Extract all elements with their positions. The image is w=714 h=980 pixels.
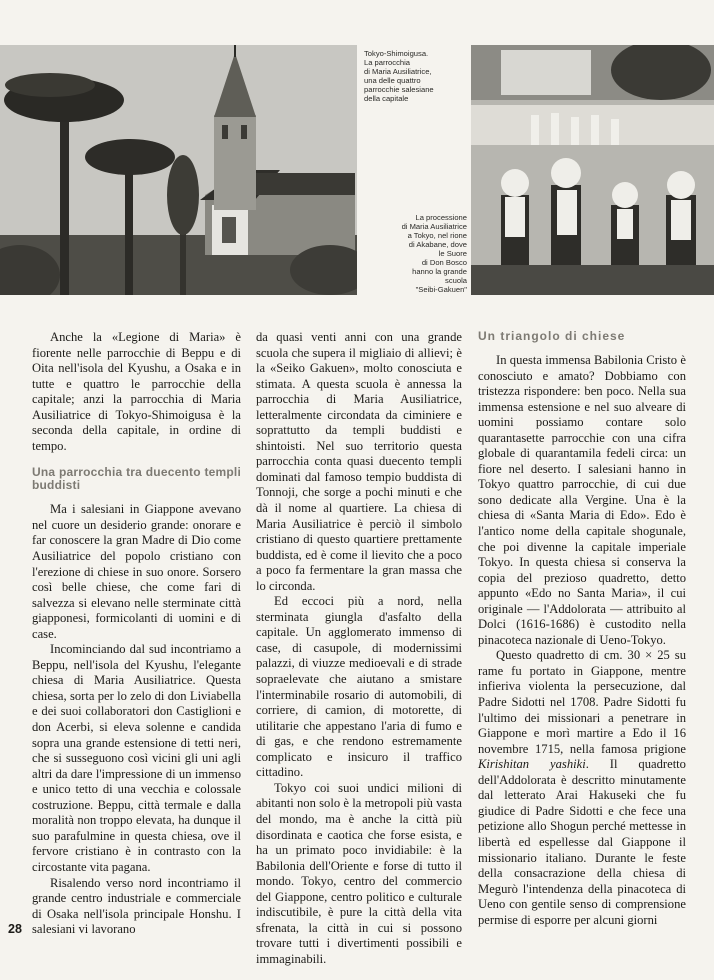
text-column-3	[478, 330, 686, 928]
section-heading: Una parrocchia tra duecento templi buddisti	[32, 465, 241, 493]
paragraph	[478, 648, 686, 928]
text-column-1	[32, 330, 241, 938]
procession-illustration	[471, 45, 714, 295]
page-number: 28	[8, 922, 22, 936]
text-column-2	[256, 330, 462, 967]
photo-caption-bottom: La processione di Maria Ausiliatrice a Tokyo, nel rione di Akabane, dove le Suore di Don Bosco hanno la grande scuola "Seibi-Gakuen"	[401, 213, 467, 294]
paragraph: Ma i salesiani in Giappone avevano nel cuore un desiderio grande: onorare e far conoscere la gran Madre di Dio come Ausiliatrice del popolo cristiano con l'erezione di chiese in suo onore. Sorsero così belle chiese, che come fari di salvezza si elevano nelle sterminate città giapponesi, formicolanti di uomini e di case.	[32, 502, 241, 641]
caption-panel	[357, 45, 471, 295]
photo-caption-top: Tokyo-Shimoigusa. La parrocchia di Maria Ausiliatrice, una delle quattro parrocchie salesiane della capitale	[364, 49, 434, 103]
procession-photo	[471, 45, 714, 295]
paragraph: da quasi venti anni con una grande scuola che supera il migliaio di allievi; è la «Seiko Gakuen», molto conosciuta e stimata. A questa scuola è annessa la parrocchia di Maria Ausiliatrice, letteralmente circondata da ciminiere e soprattutto da templi buddisti e shintoisti. Nel suo territorio questa parrocchia conta quasi duecento templi dominati dal famoso tempio buddista di Tonnoji, che sorge a pochi minuti e che dà il nome al quartiere. La chiesa di Maria Ausiliatrice è perciò il simbolo cristiano di questo quartiere prettamente buddista, ed è come il lievito che a poco a poco fa fermentare la gran massa che lo circonda.	[256, 330, 462, 593]
church-photo	[0, 45, 357, 295]
paragraph: In questa immensa Babilonia Cristo è conosciuto e amato? Dobbiamo con tristezza rispondere: ben poco. Nella sua immensa estensione e nel suo alveare di uomini possiamo contare solo quarantasette parrocchie con una cifra globale di quarantamila fedeli circa: un fiore nel deserto. I salesiani hanno in Tokyo quattro parrocchie, di cui due sono dedicate alla Vergine. Una è la chiesa di «Santa Maria di Edo». Edo è l'antico nome della capitale shogunale, che poi divenne la capitale imperiale Tokyo. In questa chiesa si conserva la copia del prezioso quadretto, detto appunto «Edo no Santa Maria», il cui originale — l'Addolorata — attribuito al Dolci (1616-1686) è custodito nella pinacoteca nazionale di Ueno-Tokyo.	[478, 353, 686, 647]
paragraph: Risalendo verso nord incontriamo il grande centro industriale e commerciale di Osaka nell'isola principale Honshu. I salesiani vi lavorano	[32, 875, 241, 937]
section-heading: Un triangolo di chiese	[478, 329, 626, 343]
photo-band	[0, 45, 714, 295]
paragraph: Anche la «Legione di Maria» è fiorente nelle parrocchie di Beppu e di Oita nell'isola del Kyushu, a Osaka e in tutte e quattro le parrocchie della capitale; anzi la parrocchia di Maria Ausiliatrice di Tokyo-Shimoigusa è la seconda della capitale, in ordine di tempo.	[32, 330, 241, 453]
church-illustration	[0, 45, 357, 295]
paragraph: Tokyo coi suoi undici milioni di abitanti non solo è la metropoli più vasta del mondo, ma è anche la città più disordinata e caotica che forse esista, e ha un primato poco invidiabile: è la Babilonia dell'Oriente e forse di tutto il mondo. Tokyo, centro del commercio del Giappone, centro politico e culturale indiscutibile, è pure la città della vita sfrenata, la città in cui si possono trovare tutti i divertimenti possibili e immaginabili.	[256, 780, 462, 966]
paragraph: Incominciando dal sud incontriamo a Beppu, nell'isola del Kyushu, l'elegante chiesa di Maria Ausiliatrice. Questa chiesa, sorta per lo zelo di don Liviabella e dei suoi collaboratori don Castiglioni e don Acerbi, si eleva solenne e candida sopra una grande estensione di tetti neri, che si susseguono così vicini gli uni agli altri da dare l'impressione di un immenso e unico tetto di una vecchia e colossale costruzione. Beppu, città termale e dalla moralità non troppo elevata, ha dunque il suo parafulmine in questa chiesa, ove il fervore cristiano è in contrasto con la circostante vita pagana.	[32, 642, 241, 874]
paragraph-text: Questo quadretto di cm. 30 × 25 su rame fu portato in Giappone, mentre infieriva violenta la persecuzione, dal Padre Sidotti nel 1708. Padre Sidotti fu l'ultimo dei missionari a penetrare in Giappone e morì martire a Edo il 16 novembre 1715, nella famosa prigione	[478, 648, 686, 756]
paragraph: Ed eccoci più a nord, nella sterminata giungla d'asfalto della capitale. Un agglomerato immenso di case, di casupole, di modernissimi palazzi, di viuzze medioevali e di strade sopraelevate che aiutano a smistare l'interminabile rosario di automobili, di corriere, di camion, di motorette, di utilitarie che appestano l'aria di fumo e di gas, e che rendono estremamente complicato e insicuro il traffico cittadino.	[256, 594, 462, 780]
italic-term: Kirishitan yashiki	[478, 757, 586, 772]
paragraph-text: . Il quadretto dell'Addolorata è descritto minutamente dal letterato Arai Hakuseki che fu giudice di Padre Sidotti e che fece una petizione allo Shogun perché mettesse in libertà ed espellesse dal Giappone il missionario italiano. Durante le feste della consacrazione della chiesa di Megurò l'intendenza della pinacoteca di Ueno con gentile senso di comprensione permise di esporre per alcuni giorni	[478, 757, 686, 927]
